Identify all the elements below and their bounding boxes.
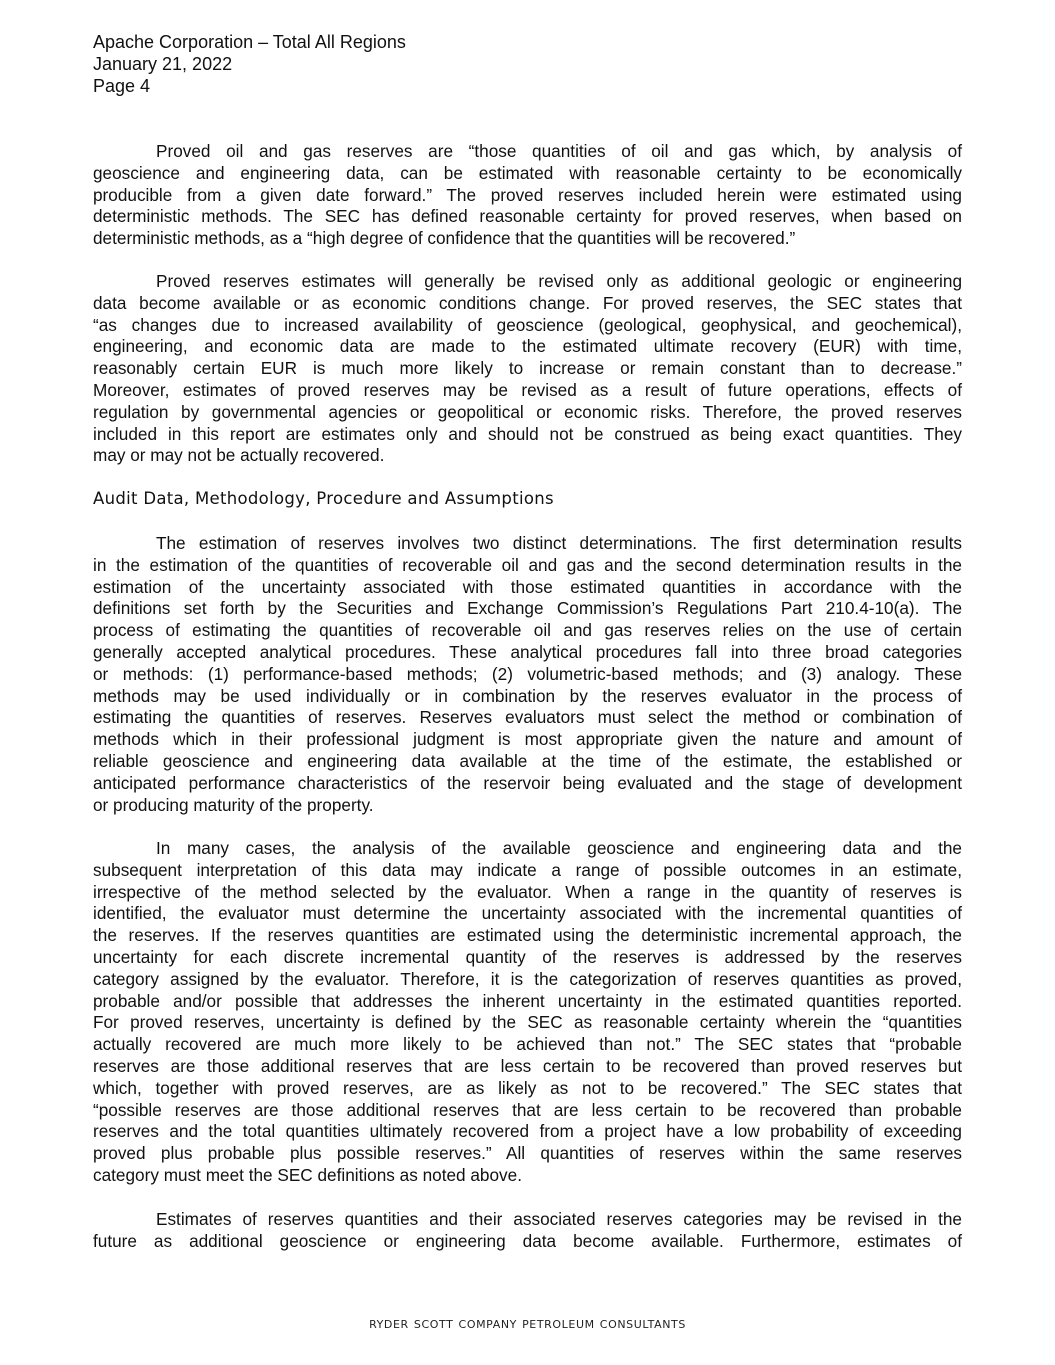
text-line: identified, the evaluator must determine the uncertainty associated with the incremental quantities of [93, 903, 962, 924]
text-line: methods which in their professional judgment is most appropriate given the nature and amount of [93, 729, 962, 750]
text-line: anticipated performance characteristics of the reservoir being evaluated and the stage of development [93, 772, 962, 793]
text-line: “as changes due to increased availability of geoscience (geological, geophysical, and geochemical), [93, 314, 962, 335]
text-line: regulation by governmental agencies or geopolitical or economic risks. Therefore, the proved reserves [93, 401, 962, 422]
text-line: methods may be used individually or in combination by the reserves evaluator in the process of [93, 685, 962, 706]
text-line: deterministic methods, as a “high degree of confidence that the quantities will be recovered.” [93, 228, 796, 249]
text-line: proved plus probable plus possible reserves.” All quantities of reserves within the same reserves [93, 1143, 962, 1164]
text-line: estimation of the uncertainty associated with those estimated quantities in accordance with the [93, 576, 962, 597]
text-line: Proved reserves estimates will generally be revised only as additional geologic or engineering [156, 271, 962, 291]
paragraph-uncertainty-range [93, 838, 962, 1187]
text-line: probable and/or possible that addresses the inherent uncertainty in the estimated quantities reported. [93, 990, 962, 1011]
text-line: “possible reserves are those additional reserves that are less certain to be recovered than probable [93, 1099, 962, 1120]
header-page-number: Page 4 [93, 76, 151, 96]
text-line: actually recovered are much more likely to be achieved than not.” The SEC states that “probable [93, 1034, 962, 1055]
text-line: or producing maturity of the property. [93, 794, 374, 815]
text-line: the reserves. If the reserves quantities are estimated using the deterministic incremental approach, the [93, 925, 962, 946]
document-header [93, 31, 406, 97]
text-line: reserves and the total quantities ultimately recovered from a project have a low probability of exceeding [93, 1121, 962, 1142]
text-line: which, together with proved reserves, are as likely as not to be recovered.” The SEC states that [93, 1077, 962, 1098]
text-line: The estimation of reserves involves two distinct determinations. The first determination results [156, 533, 962, 553]
text-line: uncertainty for each discrete incremental quantity of the reserves is addressed by the reserves [93, 946, 962, 967]
text-line: reserves are those additional reserves that are less certain to be recovered than proved reserves but [93, 1055, 962, 1076]
text-line: Proved oil and gas reserves are “those quantities of oil and gas which, by analysis of [156, 141, 962, 161]
text-line: estimating the quantities of reserves. Reserves evaluators must select the method or combination of [93, 707, 962, 728]
text-line: Moreover, estimates of proved reserves may be revised as a result of future operations, effects of [93, 379, 962, 400]
text-line: category assigned by the evaluator. Therefore, it is the categorization of reserves quantities as proved, [93, 968, 962, 989]
text-line: geoscience and engineering data, can be estimated with reasonable certainty to be economically [93, 162, 962, 183]
text-line: producible from a given date forward.” The proved reserves included herein were estimated using [93, 184, 962, 205]
text-line: future as additional geoscience or engineering data become available. Furthermore, estimates of [93, 1230, 962, 1251]
header-date: January 21, 2022 [93, 54, 233, 74]
text-line: reasonably certain EUR is much more likely to increase or remain constant than to decrease.” [93, 358, 962, 379]
paragraph-proved-reserves-definition [93, 141, 962, 250]
text-line: Estimates of reserves quantities and their associated reserves categories may be revised in the [156, 1209, 962, 1229]
text-line: reliable geoscience and engineering data available at the time of the estimate, the established or [93, 750, 962, 771]
text-line: process of estimating the quantities of recoverable oil and gas reserves relies on the use of certain [93, 620, 962, 641]
text-line: data become available or as economic conditions change. For proved reserves, the SEC states that [93, 292, 962, 313]
text-line: category must meet the SEC definitions as noted above. [93, 1164, 522, 1185]
text-line: subsequent interpretation of this data may indicate a range of possible outcomes in an estimate, [93, 859, 962, 880]
text-line: In many cases, the analysis of the available geoscience and engineering data and the [156, 838, 962, 858]
text-line: or methods: (1) performance-based methods; (2) volumetric-based methods; and (3) analogy. These [93, 663, 962, 684]
paragraph-estimation-determinations [93, 533, 962, 816]
text-line: irrespective of the method selected by the evaluator. When a range in the quantity of reserves is [93, 881, 962, 902]
text-line: in the estimation of the quantities of recoverable oil and gas and the second determination results in the [93, 554, 962, 575]
text-line: may or may not be actually recovered. [93, 445, 385, 466]
page-footer: RYDER SCOTT COMPANY PETROLEUM CONSULTANTS [369, 1318, 686, 1331]
text-line: deterministic methods. The SEC has defined reasonable certainty for proved reserves, when based on [93, 206, 962, 227]
paragraph-proved-reserves-revisions [93, 271, 962, 467]
text-line: included in this report are estimates only and should not be construed as being exact quantities. They [93, 423, 962, 444]
text-line: engineering, and economic data are made to the estimated ultimate recovery (EUR) with time, [93, 336, 962, 357]
header-company: Apache Corporation – Total All Regions [93, 32, 406, 52]
text-line: generally accepted analytical procedures. These analytical procedures fall into three broad categories [93, 641, 962, 662]
section-heading: Audit Data, Methodology, Procedure and Assumptions [93, 489, 554, 508]
text-line: definitions set forth by the Securities and Exchange Commission’s Regulations Part 210.4-10(a). The [93, 598, 962, 619]
paragraph-estimates-revisions [93, 1209, 962, 1253]
text-line: For proved reserves, uncertainty is defined by the SEC as reasonable certainty wherein the “quantities [93, 1012, 962, 1033]
